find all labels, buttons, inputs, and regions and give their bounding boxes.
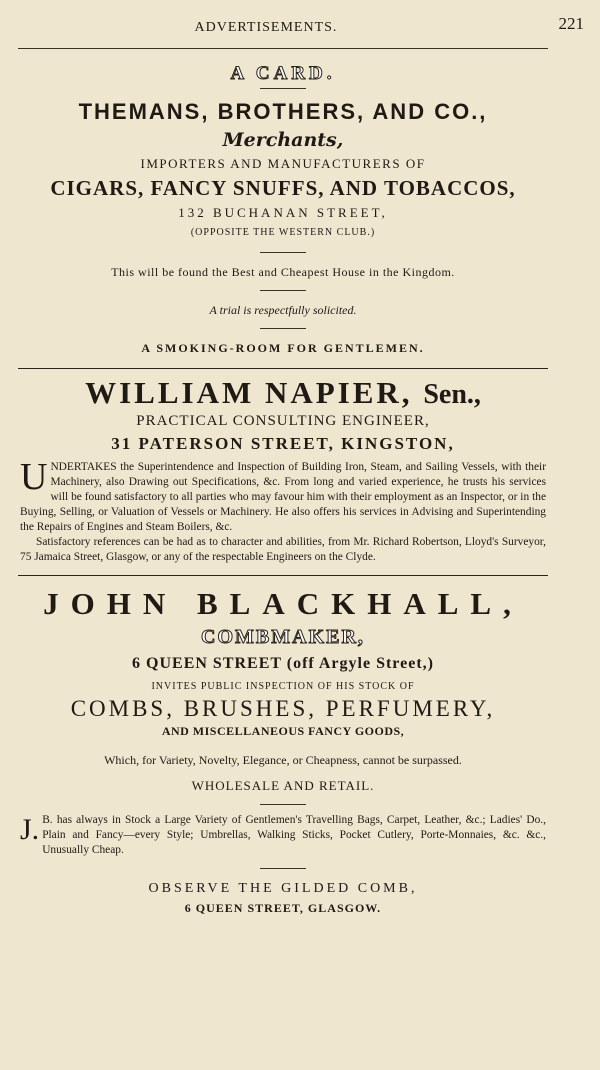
section-rule <box>18 368 548 369</box>
footer-address: 6 QUEEN STREET, GLASGOW. <box>184 901 382 915</box>
engineer-surname: WILLIAM NAPIER, <box>85 375 413 410</box>
services-paragraph <box>18 456 548 535</box>
combmaker-name: JOHN BLACKHALL, <box>43 586 523 621</box>
stock-paragraph <box>18 813 548 858</box>
goods-line: COMBS, BRUSHES, PERFUMERY, <box>70 696 496 721</box>
divider <box>260 252 306 253</box>
section-rule <box>18 575 548 576</box>
firm-address: 132 BUCHANAN STREET, <box>178 205 388 220</box>
references-paragraph: Satisfactory references can be had as to character and abilities, from Mr. Richard Robertson, Lloyd's Surveyor, 75 Jamaica Street, Glasgow, or any of the respectable Engineers on the Clyde. <box>20 536 546 563</box>
best-house-line: This will be found the Best and Cheapest House in the Kingdom. <box>111 265 455 279</box>
page-number: 221 <box>558 14 584 33</box>
firm-subtitle: Merchants, <box>222 129 344 151</box>
wholesale-line: WHOLESALE AND RETAIL. <box>191 778 375 793</box>
observe-line: OBSERVE THE GILDED COMB, <box>148 881 418 896</box>
drop-cap: J. <box>20 813 40 846</box>
header-rule <box>18 48 548 49</box>
engineer-suffix: Sen., <box>423 379 481 410</box>
invites-line: INVITES PUBLIC INSPECTION OF HIS STOCK OF <box>151 681 415 692</box>
ad-william-napier <box>18 375 548 565</box>
divider <box>260 328 306 329</box>
services-text: NDERTAKES the Superintendence and Inspection of Building Iron, Steam, and Sailing Vessels, with their Machinery, also Drawing out Specifications, &c. From long and varied experience, he trusts his services will be found satisfactory to all parties who may favour him with their employment as an Inspector, or in the Buying, Selling, or Valuation of Vessels or Machinery. He also offers his services in Advising and Superintending the Repairs of Engines and Steam Boilers, &c. <box>20 461 546 533</box>
opposite-note: (OPPOSITE THE WESTERN CLUB.) <box>190 227 376 238</box>
stock-text: B. has always in Stock a Large Variety of Gentlemen's Travelling Bags, Carpet, Leather, &c.; Ladies' Do., Plain and Fancy—every Style; Umbrellas, Walking Sticks, Pocket Cutlery, Porte-Monnaies, &c. &c., Unusually Cheap. <box>42 814 546 856</box>
ad-john-blackhall <box>18 586 548 916</box>
divider <box>260 88 306 89</box>
card-title: A CARD. <box>230 63 336 84</box>
misc-goods-line: AND MISCELLANEOUS FANCY GOODS, <box>161 724 405 738</box>
engineer-title: PRACTICAL CONSULTING ENGINEER, <box>136 413 430 429</box>
divider <box>260 868 306 869</box>
divider <box>260 804 306 805</box>
divider <box>260 290 306 291</box>
smoking-room-line: A SMOKING-ROOM FOR GENTLEMEN. <box>141 341 425 355</box>
engineer-address: 31 PATERSON STREET, KINGSTON, <box>111 434 455 453</box>
engineer-name <box>18 375 548 411</box>
combmaker-address: 6 QUEEN STREET (off Argyle Street,) <box>132 655 434 672</box>
products-line: CIGARS, FANCY SNUFFS, AND TOBACCOS, <box>50 176 516 200</box>
trial-line: A trial is respectfully solicited. <box>209 303 357 317</box>
importers-line: IMPORTERS AND MANUFACTURERS OF <box>140 156 426 171</box>
variety-line: Which, for Variety, Novelty, Elegance, or Cheapness, cannot be surpassed. <box>104 753 462 767</box>
header-title: ADVERTISEMENTS. <box>194 20 338 35</box>
drop-cap: U <box>20 456 48 498</box>
page-header <box>18 0 584 40</box>
combmaker-trade: COMBMAKER, <box>201 626 365 648</box>
firm-name: THEMANS, BROTHERS, AND CO., <box>78 99 488 124</box>
ad-themans-brothers <box>18 63 548 356</box>
